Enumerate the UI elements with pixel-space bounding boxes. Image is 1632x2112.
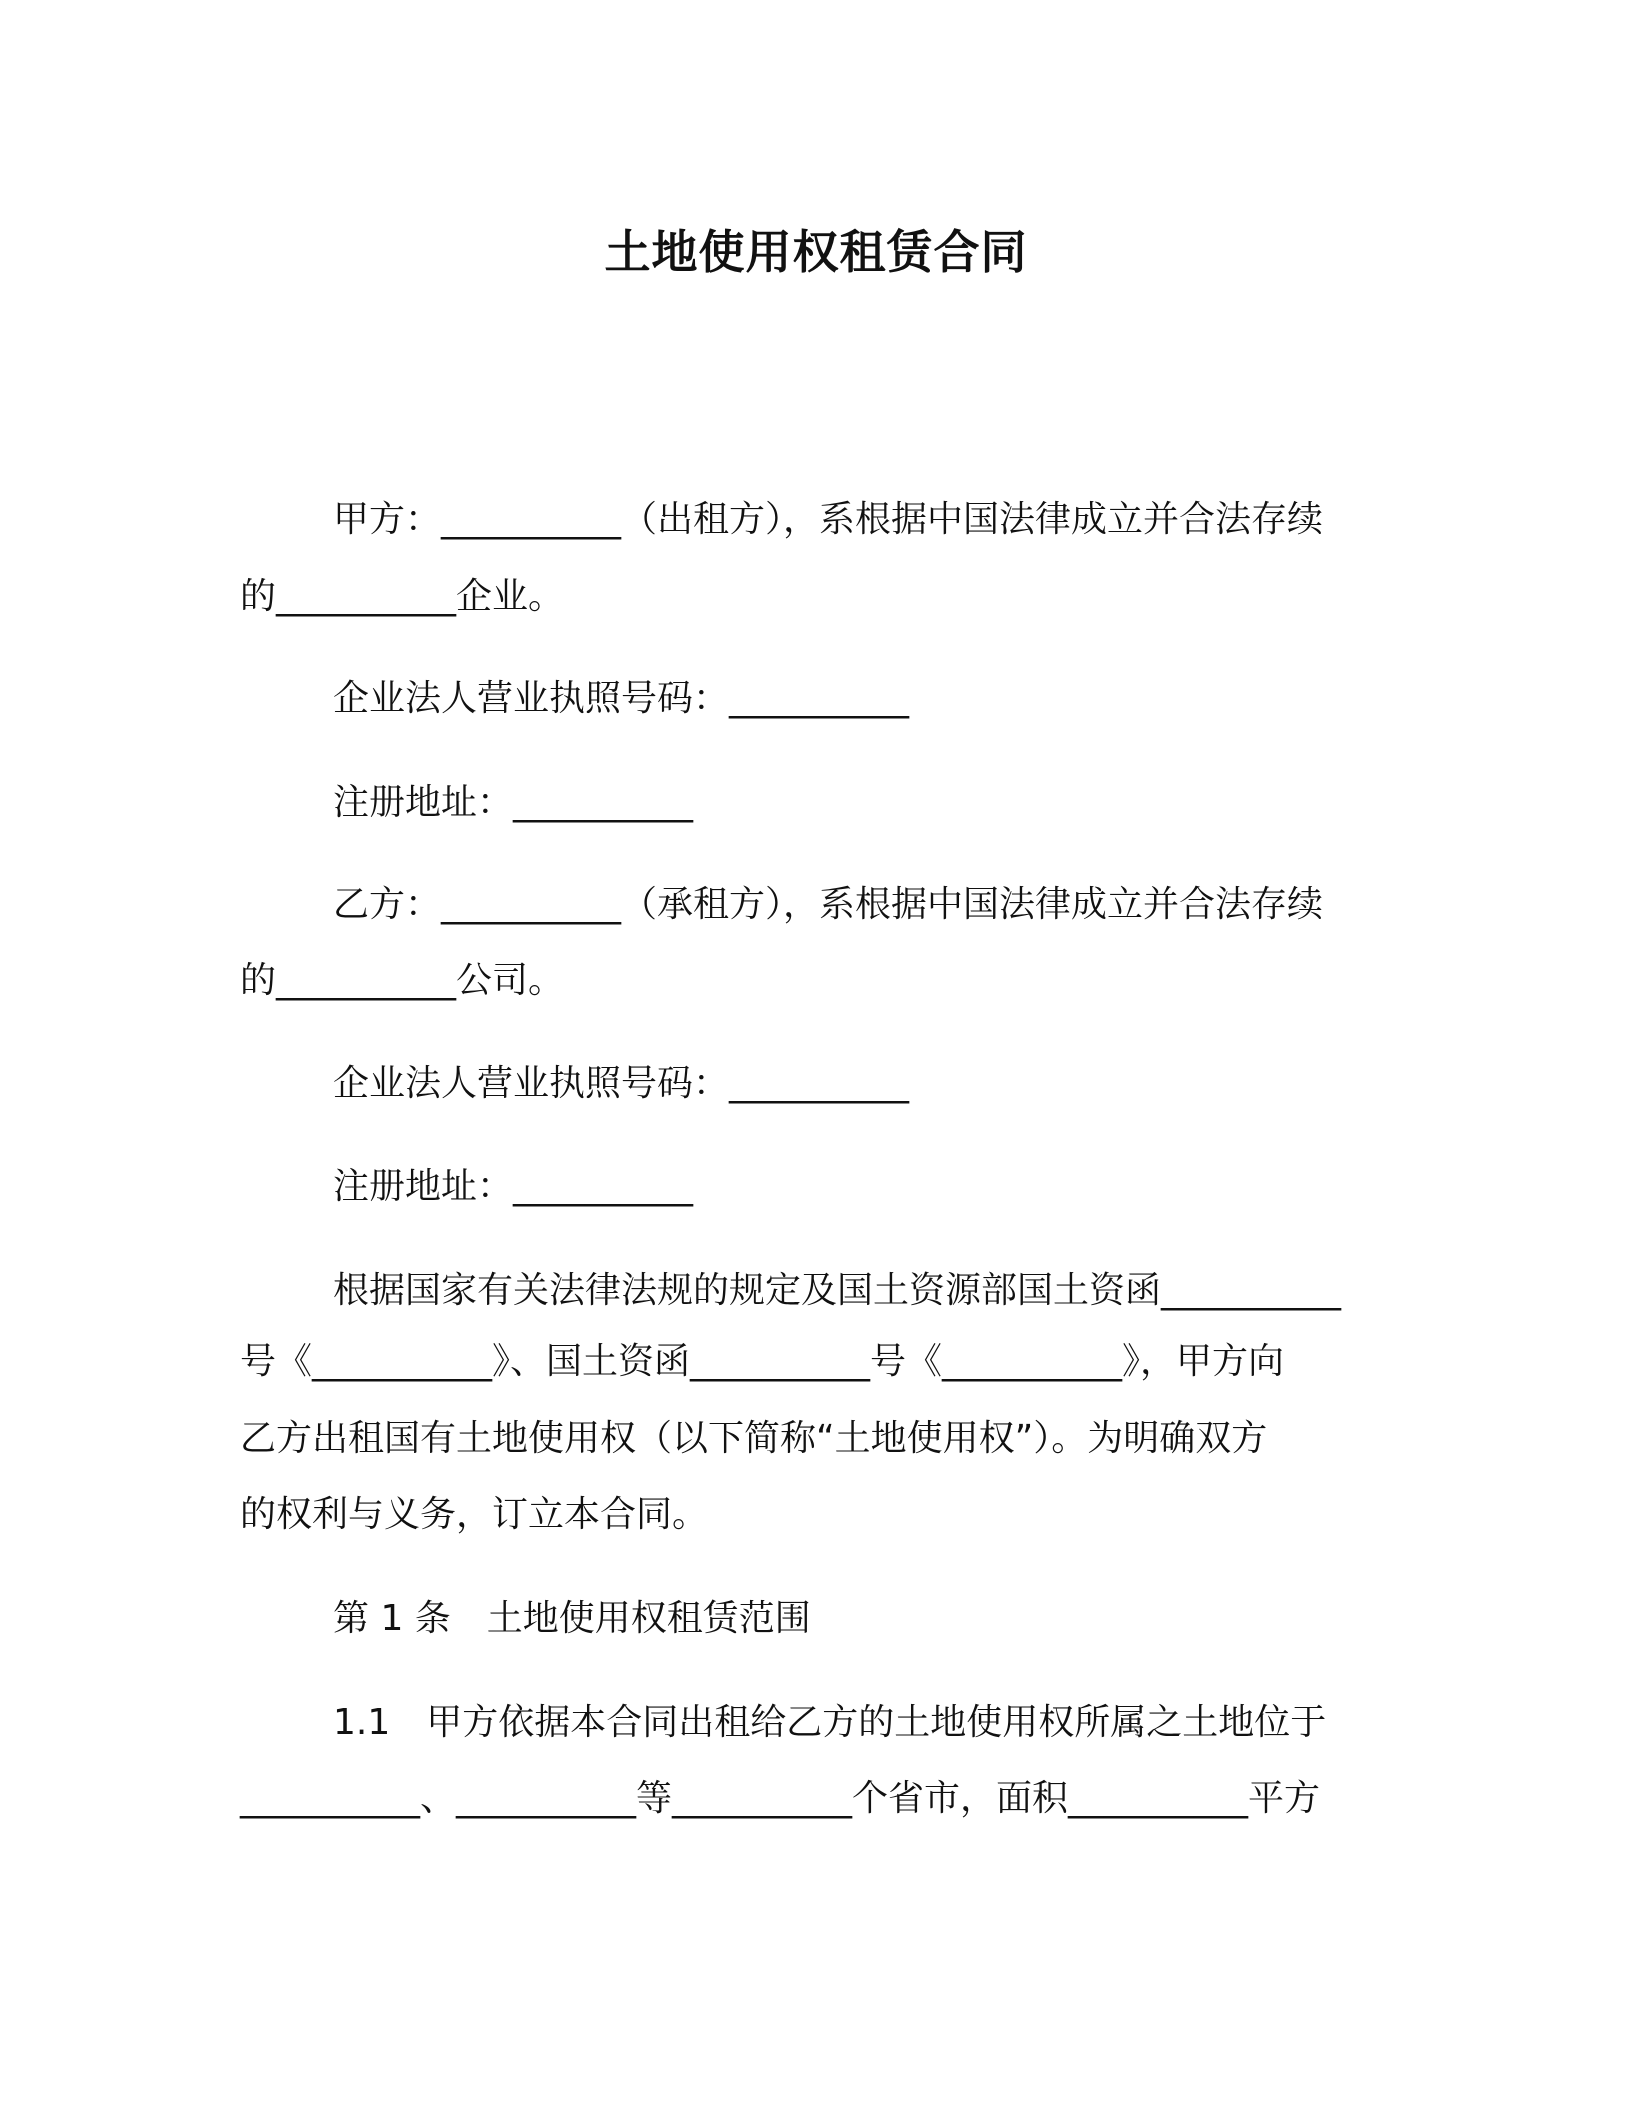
party-a-address-line: 注册地址：__________	[333, 782, 694, 823]
article-1-heading: 第 1 条 土地使用权租赁范围	[333, 1598, 811, 1639]
document-title: 土地使用权租赁合同	[604, 225, 1028, 279]
party-b-line-cont: 的__________公司。	[240, 960, 565, 1001]
party-b-line: 乙方：__________（承租方），系根据中国法律成立并合法存续	[333, 884, 1324, 925]
party-a-line-cont: 的__________企业。	[240, 576, 565, 617]
preamble-line-1: 根据国家有关法律法规的规定及国土资源部国土资函__________	[333, 1270, 1342, 1311]
clause-1-1-line-1: 1.1 甲方依据本合同出租给乙方的土地使用权所属之土地位于	[333, 1702, 1327, 1743]
party-b-license-line: 企业法人营业执照号码：__________	[333, 1063, 910, 1104]
preamble-line-4: 的权利与义务，订立本合同。	[240, 1494, 709, 1535]
party-b-address-line: 注册地址：__________	[333, 1166, 694, 1207]
party-a-line: 甲方：__________（出租方），系根据中国法律成立并合法存续	[333, 499, 1324, 540]
clause-1-1-line-2: __________、__________等__________个省市，面积__________平方	[240, 1778, 1321, 1819]
preamble-line-3: 乙方出租国有土地使用权（以下简称“土地使用权”）。为明确双方	[240, 1418, 1268, 1459]
preamble-line-2: 号《__________》、国土资函__________号《__________》，甲方向	[240, 1341, 1285, 1382]
party-a-license-line: 企业法人营业执照号码：__________	[333, 678, 910, 719]
